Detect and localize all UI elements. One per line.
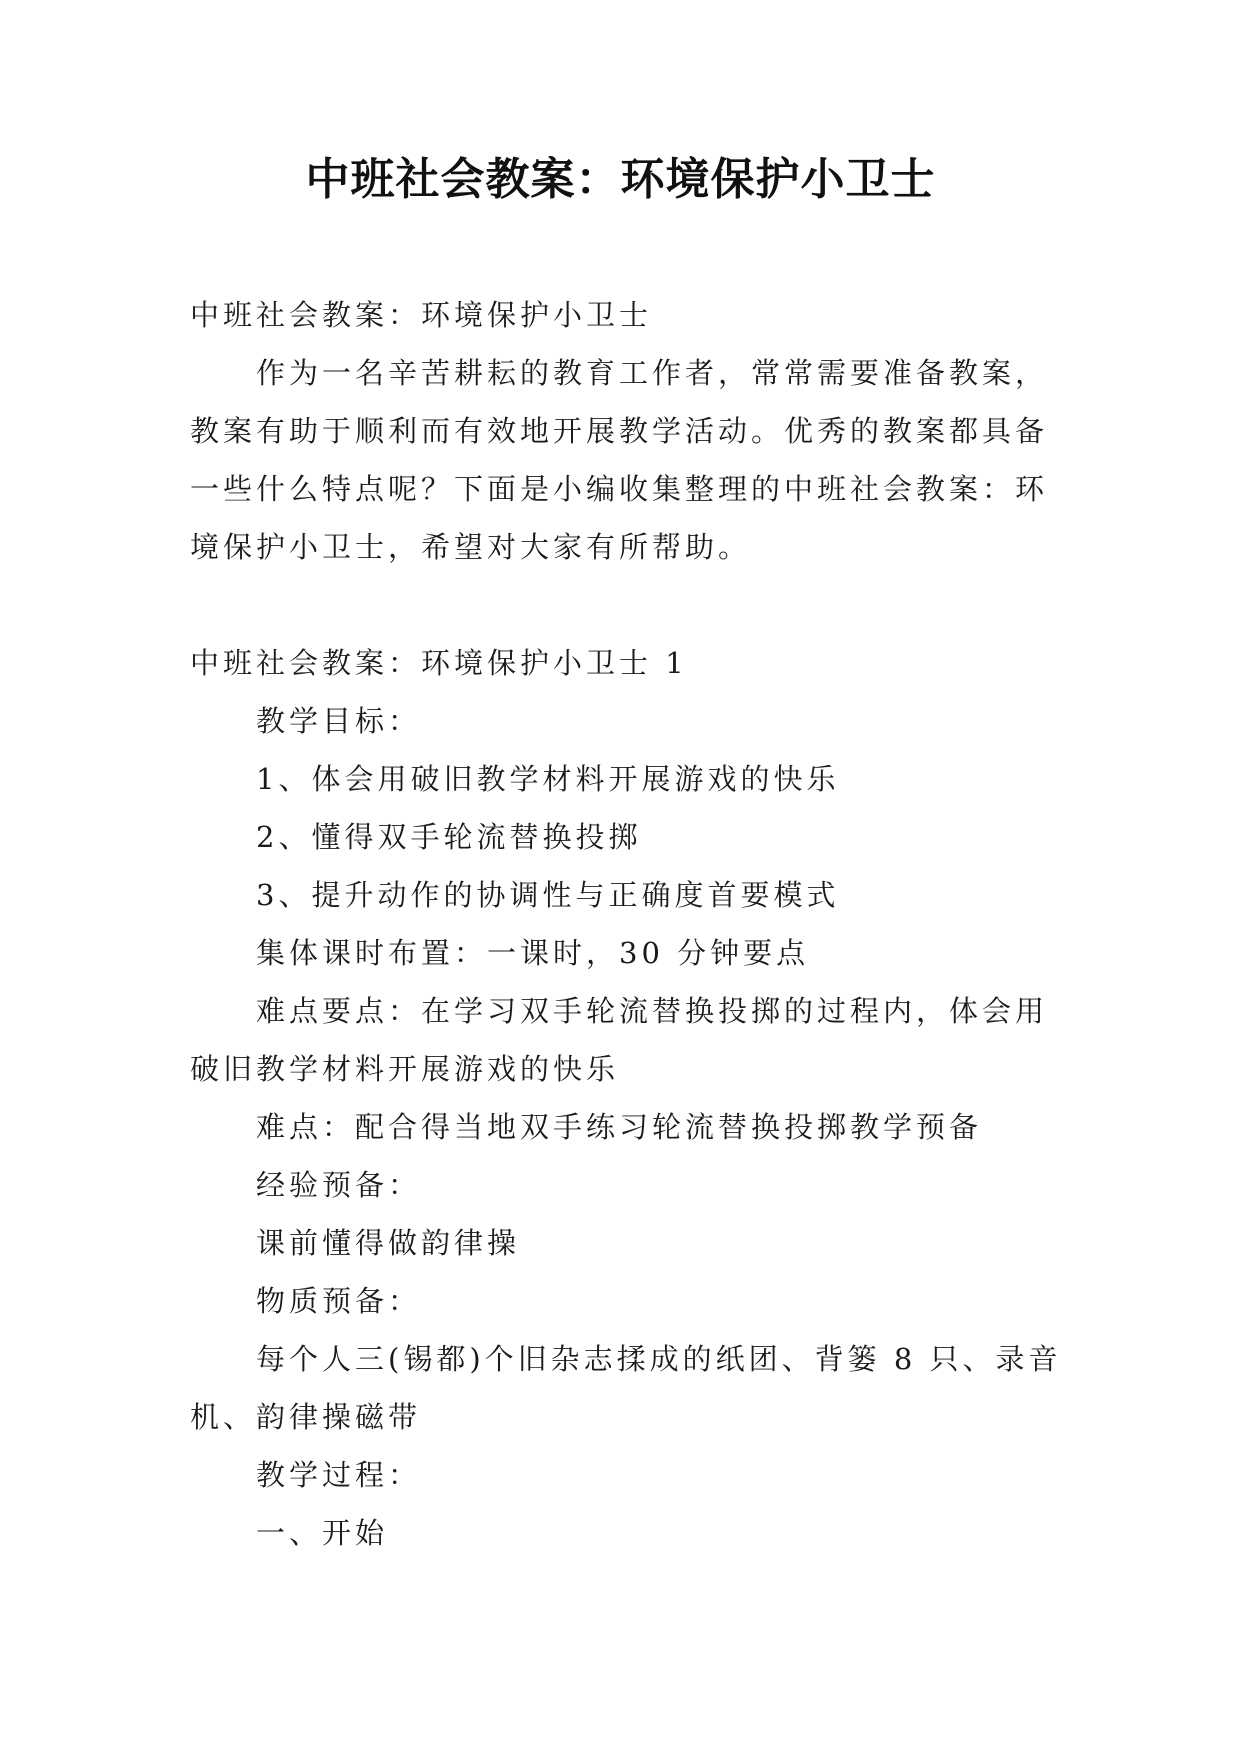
paragraph-line: 每个人三(锡都)个旧杂志揉成的纸团、背篓 8 只、录音: [256, 1342, 1062, 1376]
paragraph-line: 作为一名辛苦耕耘的教育工作者，常常需要准备教案，: [256, 356, 1049, 390]
section-heading: 中班社会教案：环境保护小卫士: [190, 298, 653, 332]
paragraph-line: 教学过程：: [256, 1458, 422, 1492]
paragraph-line: 一些什么特点呢？下面是小编收集整理的中班社会教案：环: [190, 472, 1049, 506]
paragraph-line: 破旧教学材料开展游戏的快乐: [190, 1052, 620, 1086]
paragraph-line: 教学目标：: [256, 704, 422, 738]
paragraph-line: 教案有助于顺利而有效地开展教学活动。优秀的教案都具备: [190, 414, 1049, 448]
paragraph-line: 课前懂得做韵律操: [256, 1226, 521, 1260]
paragraph-line: 难点要点：在学习双手轮流替换投掷的过程内，体会用: [256, 994, 1049, 1028]
document-body: [190, 286, 1062, 1562]
section-heading: 中班社会教案：环境保护小卫士 1: [190, 646, 688, 680]
paragraph-line: 3、提升动作的协调性与正确度首要模式: [256, 878, 840, 912]
paragraph-line: 境保护小卫士，希望对大家有所帮助。: [190, 530, 752, 564]
document-title: 中班社会教案：环境保护小卫士: [305, 154, 936, 205]
paragraph-line: 物质预备：: [256, 1284, 422, 1318]
paragraph-line: 集体课时布置：一课时，30 分钟要点: [256, 936, 810, 970]
paragraph-line: 2、懂得双手轮流替换投掷: [256, 820, 642, 854]
paragraph-line: 经验预备：: [256, 1168, 422, 1202]
paragraph-gap: [190, 576, 1050, 634]
paragraph-line: 难点：配合得当地双手练习轮流替换投掷教学预备: [256, 1110, 983, 1144]
paragraph-line: 一、开始: [256, 1516, 389, 1550]
paragraph-line: 1、体会用破旧教学材料开展游戏的快乐: [256, 762, 840, 796]
paragraph-line: 机、韵律操磁带: [190, 1400, 422, 1434]
